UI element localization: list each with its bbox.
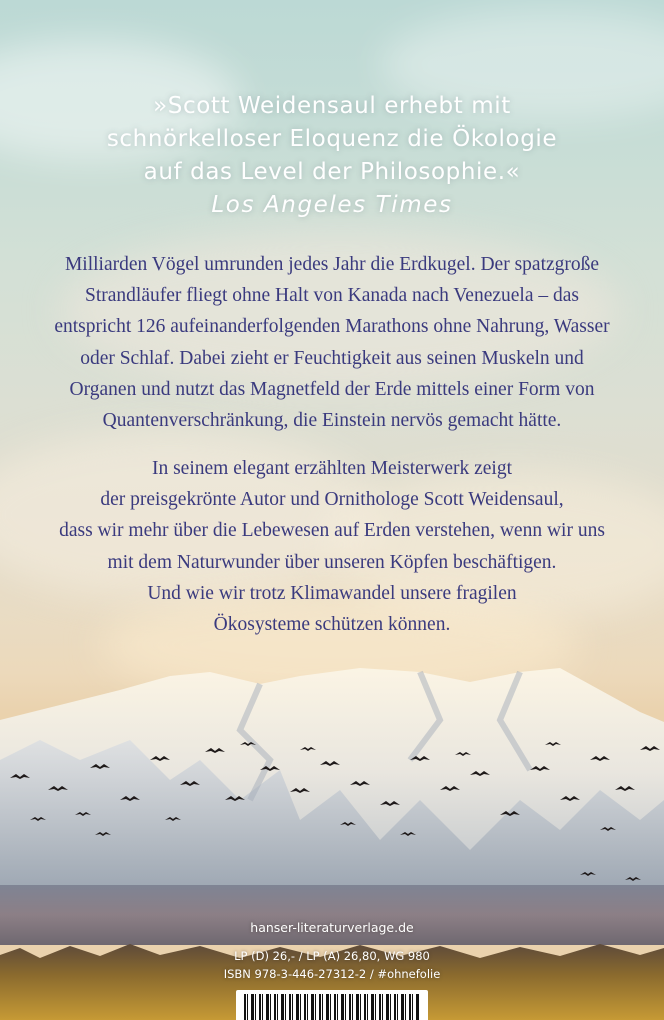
blurb-line: dass wir mehr über die Lebewesen auf Erden verstehen, wenn wir uns bbox=[59, 520, 605, 542]
quote-source: Los Angeles Times bbox=[211, 192, 453, 218]
blurb-line: Strandläufer fliegt ohne Halt von Kanada nach Venezuela – das bbox=[85, 285, 579, 307]
publisher-website: hanser-literaturverlage.de bbox=[250, 920, 414, 935]
isbn-info: ISBN 978-3-446-27312-2 / #ohnefolie bbox=[223, 967, 441, 981]
blurb-line: mit dem Naturwunder über unseren Köpfen beschäftigen. bbox=[107, 551, 557, 573]
blurb-line: Und wie wir trotz Klimawandel unsere fragilen bbox=[147, 582, 517, 604]
quote-line: schnörkelloser Eloquenz die Ökologie bbox=[106, 126, 558, 152]
blurb-line: oder Schlaf. Dabei zieht er Feuchtigkeit aus seinen Muskeln und bbox=[80, 347, 584, 369]
blurb-line: entspricht 126 aufeinanderfolgenden Marathons ohne Nahrung, Wasser bbox=[54, 316, 610, 338]
blurb-line: Milliarden Vögel umrunden jedes Jahr die Erdkugel. Der spatzgroße bbox=[64, 254, 600, 275]
blurb-line: Organen und nutzt das Magnetfeld der Erde mittels einer Form von bbox=[69, 378, 595, 400]
barcode-bars bbox=[244, 994, 420, 1020]
price-info: LP (D) 26,- / LP (A) 26,80, WG 980 bbox=[234, 949, 430, 963]
press-quote bbox=[40, 90, 624, 222]
barcode bbox=[236, 990, 428, 1020]
blurb-paragraph-2 bbox=[20, 453, 644, 640]
blurb-line: Quantenverschränkung, die Einstein nervös gemacht hätte. bbox=[102, 410, 562, 432]
blurb-paragraph-1 bbox=[20, 249, 644, 436]
quote-line: »Scott Weidensaul erhebt mit bbox=[153, 93, 511, 119]
blurb-line: Ökosysteme schützen können. bbox=[213, 614, 451, 636]
blurb-line: In seinem elegant erzählten Meisterwerk zeigt bbox=[151, 458, 513, 479]
quote-line: auf das Level der Philosophie.« bbox=[143, 159, 521, 185]
blurb-line: der preisgekrönte Autor und Ornithologe Scott Weidensaul, bbox=[100, 489, 564, 511]
